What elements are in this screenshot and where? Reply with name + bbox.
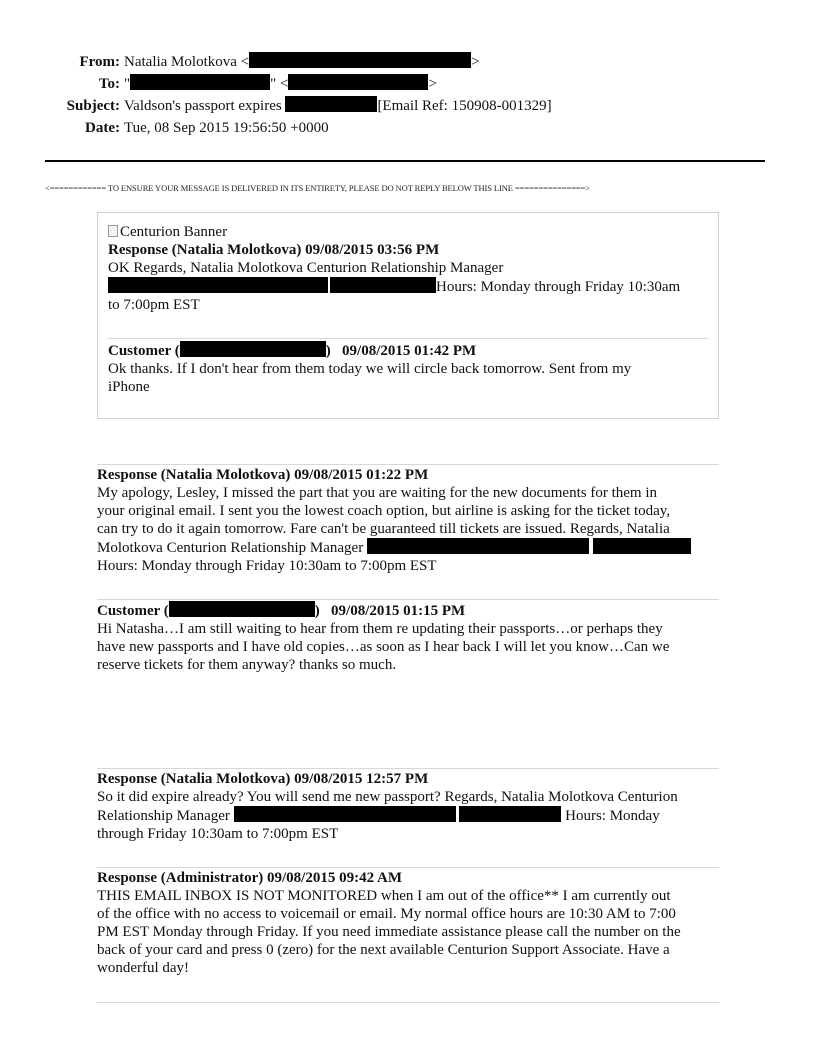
message-line: wonderful day! bbox=[97, 960, 190, 976]
redaction bbox=[593, 538, 691, 554]
message-separator bbox=[97, 599, 719, 600]
from-row bbox=[0, 51, 816, 73]
banner-alt-text: Centurion Banner bbox=[120, 224, 228, 240]
from-name: Natalia Molotkova < bbox=[124, 54, 250, 70]
message-response-1 bbox=[108, 241, 713, 314]
message-line: PM EST Monday through Friday. If you need immediate assistance please call the number on the bbox=[97, 924, 681, 940]
redaction bbox=[330, 277, 436, 293]
heading-suffix: ) 09/08/2015 01:42 PM bbox=[325, 343, 477, 359]
message-separator bbox=[97, 867, 719, 868]
redaction bbox=[108, 277, 328, 293]
header-divider bbox=[45, 160, 765, 162]
message-line: have new passports and I have old copies…as soon as I hear back I will let you know…Can we bbox=[97, 639, 670, 655]
date-row bbox=[0, 117, 816, 139]
email-header bbox=[0, 51, 816, 141]
from-close: > bbox=[471, 54, 480, 70]
message-line: OK Regards, Natalia Molotkova Centurion Relationship Manager bbox=[108, 260, 504, 276]
redaction bbox=[459, 806, 561, 822]
subject-label: Subject: bbox=[66, 98, 120, 114]
message-line: of the office with no access to voicemail or email. My normal office hours are 10:30 AM to 7:00 bbox=[97, 906, 676, 922]
message-line: reserve tickets for them anyway? thanks so much. bbox=[97, 657, 397, 673]
redaction bbox=[288, 74, 428, 90]
to-label: To: bbox=[98, 76, 120, 92]
message-line: your original email. I sent you the lowest coach option, but airline is asking for the ticket today, bbox=[97, 503, 671, 519]
message-line-text: Relationship Manager bbox=[97, 808, 230, 824]
message-separator bbox=[97, 464, 719, 465]
message-line-text: Molotkova Centurion Relationship Manager bbox=[97, 540, 364, 556]
message-heading: Response (Administrator) 09/08/2015 09:42 AM bbox=[97, 870, 402, 886]
message-line: back of your card and press 0 (zero) for the next available Centurion Support Associate. Have a bbox=[97, 942, 670, 958]
message-line: to 7:00pm EST bbox=[108, 297, 200, 313]
message-separator bbox=[97, 1002, 719, 1003]
redaction bbox=[130, 74, 270, 90]
message-line: iPhone bbox=[108, 379, 150, 395]
to-mid: " < bbox=[270, 76, 289, 92]
to-open: " bbox=[124, 76, 131, 92]
message-line-text: Hours: Monday through Friday 10:30am bbox=[436, 279, 681, 295]
message-line: Hi Natasha…I am still waiting to hear from them re updating their passports…or perhaps they bbox=[97, 621, 663, 637]
broken-image-icon bbox=[108, 225, 118, 237]
message-line bbox=[108, 277, 713, 296]
message-separator bbox=[108, 338, 708, 339]
date-value: Tue, 08 Sep 2015 19:56:50 +0000 bbox=[124, 120, 329, 136]
message-heading: Response (Natalia Molotkova) 09/08/2015 01:22 PM bbox=[97, 467, 429, 483]
message-line bbox=[97, 806, 722, 825]
to-close: > bbox=[428, 76, 437, 92]
message-admin bbox=[97, 869, 722, 977]
message-line: THIS EMAIL INBOX IS NOT MONITORED when I am out of the office** I am currently out bbox=[97, 888, 671, 904]
message-line: My apology, Lesley, I missed the part that you are waiting for the new documents for them in bbox=[97, 485, 657, 501]
message-customer-2 bbox=[97, 601, 722, 674]
redaction bbox=[367, 538, 589, 554]
to-value bbox=[124, 73, 437, 95]
heading-prefix: Customer ( bbox=[108, 343, 180, 359]
reply-notice: <============ TO ENSURE YOUR MESSAGE IS DELIVERED IN ITS ENTIRETY, PLEASE DO NOT REPLY BELOW THIS LINE ===============> bbox=[45, 183, 590, 193]
redaction bbox=[249, 52, 471, 68]
redaction bbox=[234, 806, 456, 822]
message-line: through Friday 10:30am to 7:00pm EST bbox=[97, 826, 339, 842]
to-row bbox=[0, 73, 816, 95]
message-heading: Response (Natalia Molotkova) 09/08/2015 03:56 PM bbox=[108, 242, 440, 258]
from-label: From: bbox=[79, 54, 120, 70]
message-line: Ok thanks. If I don't hear from them today we will circle back tomorrow. Sent from my bbox=[108, 361, 632, 377]
banner-image bbox=[108, 223, 227, 241]
redaction bbox=[285, 96, 377, 112]
message-separator bbox=[97, 768, 719, 769]
subject-row bbox=[0, 95, 816, 117]
message-heading bbox=[97, 601, 722, 620]
heading-suffix: ) 09/08/2015 01:15 PM bbox=[314, 603, 466, 619]
date-label: Date: bbox=[85, 120, 120, 136]
redaction bbox=[169, 601, 315, 617]
message-heading: Response (Natalia Molotkova) 09/08/2015 12:57 PM bbox=[97, 771, 429, 787]
subject-value bbox=[124, 95, 552, 117]
redaction bbox=[180, 341, 326, 357]
message-customer-1 bbox=[108, 341, 713, 396]
message-response-2 bbox=[97, 466, 722, 575]
from-value bbox=[124, 51, 480, 73]
message-line: So it did expire already? You will send me new passport? Regards, Natalia Molotkova Centurion bbox=[97, 789, 678, 805]
message-line-text: Hours: Monday bbox=[565, 808, 660, 824]
message-line: Hours: Monday through Friday 10:30am to 7:00pm EST bbox=[97, 558, 437, 574]
message-heading bbox=[108, 341, 713, 360]
message-line bbox=[97, 538, 722, 557]
subject-text: Valdson's passport expires bbox=[124, 98, 282, 114]
subject-ref: [Email Ref: 150908-001329] bbox=[377, 98, 552, 114]
message-response-3 bbox=[97, 770, 722, 843]
heading-prefix: Customer ( bbox=[97, 603, 169, 619]
message-line: can try to do it again tomorrow. Fare can't be guaranteed till tickets are issued. Regards, Natalia bbox=[97, 521, 670, 537]
